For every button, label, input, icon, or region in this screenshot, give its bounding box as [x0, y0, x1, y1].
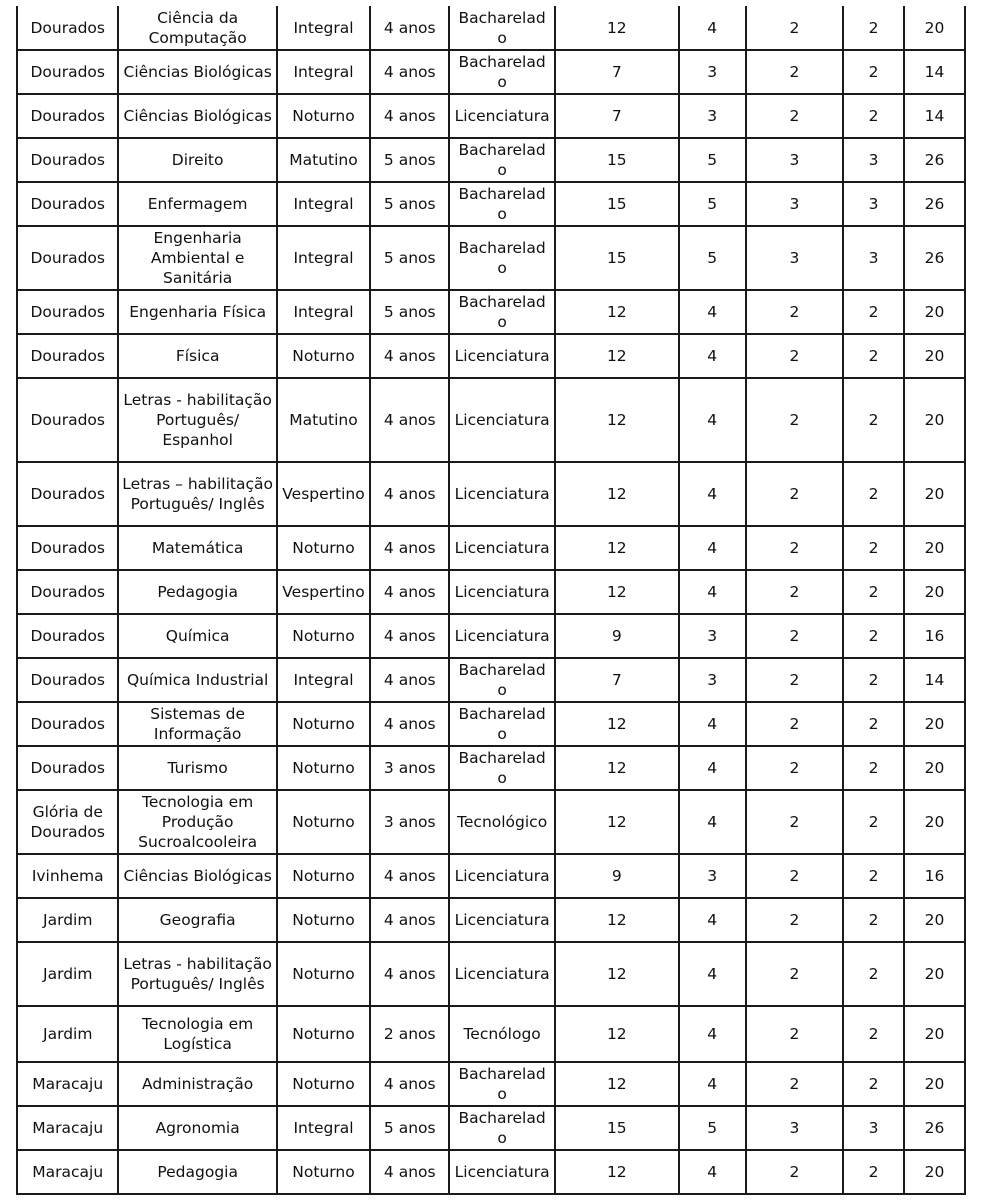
cell-degree: Licenciatura	[449, 1150, 555, 1194]
cell-col8: 2	[746, 614, 843, 658]
table-row	[17, 658, 965, 702]
cell-col7: 4	[679, 898, 746, 942]
cell-duration: 4 anos	[370, 526, 449, 570]
cell-col9: 2	[843, 50, 904, 94]
table-row	[17, 1006, 965, 1062]
cell-col6: 7	[555, 658, 679, 702]
table-row	[17, 526, 965, 570]
cell-course: Direito	[118, 138, 276, 182]
cell-col9: 2	[843, 790, 904, 854]
table-row	[17, 1106, 965, 1150]
cell-shift: Noturno	[277, 1006, 370, 1062]
cell-col9: 2	[843, 94, 904, 138]
cell-col9: 2	[843, 462, 904, 526]
cell-col6: 12	[555, 6, 679, 50]
cell-duration: 4 anos	[370, 94, 449, 138]
cell-course: Turismo	[118, 746, 276, 790]
table-row	[17, 1150, 965, 1194]
cell-degree: Bacharelad o	[449, 658, 555, 702]
cell-degree: Bacharelad o	[449, 50, 555, 94]
cell-duration: 4 anos	[370, 6, 449, 50]
cell-col8: 2	[746, 1062, 843, 1106]
cell-col8: 2	[746, 1006, 843, 1062]
cell-unit: Maracaju	[17, 1062, 118, 1106]
cell-col8: 2	[746, 6, 843, 50]
cell-shift: Vespertino	[277, 462, 370, 526]
cell-col9: 2	[843, 526, 904, 570]
cell-duration: 5 anos	[370, 226, 449, 290]
cell-degree: Bacharelad o	[449, 6, 555, 50]
cell-col9: 2	[843, 942, 904, 1006]
cell-course: Física	[118, 334, 276, 378]
cell-course: Sistemas de Informação	[118, 702, 276, 746]
cell-total: 20	[904, 898, 965, 942]
cell-duration: 4 anos	[370, 334, 449, 378]
cell-total: 14	[904, 94, 965, 138]
cell-degree: Bacharelad o	[449, 290, 555, 334]
cell-col7: 3	[679, 94, 746, 138]
cell-col6: 12	[555, 290, 679, 334]
cell-total: 20	[904, 526, 965, 570]
cell-total: 20	[904, 378, 965, 462]
cell-col7: 4	[679, 378, 746, 462]
cell-col7: 4	[679, 790, 746, 854]
cell-col6: 12	[555, 526, 679, 570]
table-row	[17, 1062, 965, 1106]
cell-col9: 2	[843, 702, 904, 746]
cell-degree: Licenciatura	[449, 378, 555, 462]
table-row	[17, 138, 965, 182]
cell-col7: 4	[679, 526, 746, 570]
cell-col6: 12	[555, 898, 679, 942]
cell-col8: 2	[746, 1150, 843, 1194]
cell-unit: Jardim	[17, 898, 118, 942]
cell-duration: 4 anos	[370, 50, 449, 94]
cell-course: Ciências Biológicas	[118, 854, 276, 898]
cell-degree: Licenciatura	[449, 898, 555, 942]
cell-total: 14	[904, 50, 965, 94]
cell-shift: Noturno	[277, 94, 370, 138]
table-row	[17, 462, 965, 526]
cell-degree: Licenciatura	[449, 334, 555, 378]
cell-unit: Dourados	[17, 138, 118, 182]
cell-unit: Dourados	[17, 50, 118, 94]
table-row	[17, 94, 965, 138]
cell-col8: 2	[746, 898, 843, 942]
cell-col9: 2	[843, 570, 904, 614]
cell-col7: 3	[679, 50, 746, 94]
cell-degree: Licenciatura	[449, 854, 555, 898]
table-row	[17, 854, 965, 898]
cell-col6: 7	[555, 94, 679, 138]
cell-degree: Licenciatura	[449, 94, 555, 138]
cell-col6: 15	[555, 138, 679, 182]
cell-shift: Noturno	[277, 1062, 370, 1106]
cell-unit: Dourados	[17, 702, 118, 746]
cell-degree: Licenciatura	[449, 462, 555, 526]
cell-duration: 5 anos	[370, 290, 449, 334]
cell-duration: 4 anos	[370, 898, 449, 942]
cell-unit: Glória de Dourados	[17, 790, 118, 854]
cell-degree: Bacharelad o	[449, 1062, 555, 1106]
cell-degree: Bacharelad o	[449, 702, 555, 746]
cell-col6: 15	[555, 182, 679, 226]
cell-duration: 5 anos	[370, 138, 449, 182]
cell-course: Pedagogia	[118, 570, 276, 614]
cell-course: Letras - habilitação Português/ Espanhol	[118, 378, 276, 462]
cell-col7: 4	[679, 6, 746, 50]
cell-course: Letras - habilitação Português/ Inglês	[118, 942, 276, 1006]
cell-col8: 2	[746, 526, 843, 570]
cell-col6: 12	[555, 1062, 679, 1106]
cell-col8: 2	[746, 378, 843, 462]
cell-duration: 4 anos	[370, 702, 449, 746]
cell-col7: 4	[679, 290, 746, 334]
cell-col8: 2	[746, 702, 843, 746]
cell-total: 20	[904, 746, 965, 790]
cell-total: 20	[904, 570, 965, 614]
cell-total: 16	[904, 614, 965, 658]
cell-total: 20	[904, 334, 965, 378]
cell-duration: 4 anos	[370, 854, 449, 898]
table-row	[17, 570, 965, 614]
cell-unit: Dourados	[17, 658, 118, 702]
cell-shift: Noturno	[277, 790, 370, 854]
table-row	[17, 614, 965, 658]
cell-col6: 12	[555, 702, 679, 746]
cell-duration: 3 anos	[370, 790, 449, 854]
cell-degree: Tecnólogo	[449, 1006, 555, 1062]
cell-shift: Noturno	[277, 526, 370, 570]
cell-total: 20	[904, 942, 965, 1006]
cell-shift: Noturno	[277, 746, 370, 790]
cell-col8: 2	[746, 658, 843, 702]
cell-unit: Maracaju	[17, 1150, 118, 1194]
cell-col7: 4	[679, 570, 746, 614]
cell-col7: 4	[679, 746, 746, 790]
table-row	[17, 898, 965, 942]
cell-col8: 3	[746, 182, 843, 226]
cell-col6: 12	[555, 334, 679, 378]
table-body	[17, 6, 965, 1194]
cell-shift: Noturno	[277, 898, 370, 942]
cell-unit: Dourados	[17, 526, 118, 570]
cell-shift: Noturno	[277, 702, 370, 746]
table-row	[17, 378, 965, 462]
cell-duration: 4 anos	[370, 462, 449, 526]
cell-col9: 2	[843, 334, 904, 378]
cell-total: 26	[904, 138, 965, 182]
cell-course: Química Industrial	[118, 658, 276, 702]
cell-total: 20	[904, 1150, 965, 1194]
cell-unit: Dourados	[17, 226, 118, 290]
cell-shift: Matutino	[277, 138, 370, 182]
cell-col6: 7	[555, 50, 679, 94]
table-row	[17, 226, 965, 290]
cell-total: 20	[904, 790, 965, 854]
cell-col8: 2	[746, 746, 843, 790]
cell-col8: 2	[746, 942, 843, 1006]
table-row	[17, 942, 965, 1006]
cell-total: 26	[904, 226, 965, 290]
cell-col7: 3	[679, 854, 746, 898]
cell-col6: 9	[555, 854, 679, 898]
cell-col6: 12	[555, 790, 679, 854]
cell-unit: Jardim	[17, 942, 118, 1006]
cell-unit: Dourados	[17, 182, 118, 226]
cell-shift: Integral	[277, 226, 370, 290]
table-row	[17, 334, 965, 378]
cell-col9: 2	[843, 1150, 904, 1194]
cell-course: Tecnologia em Produção Sucroalcooleira	[118, 790, 276, 854]
cell-col7: 3	[679, 614, 746, 658]
cell-col6: 12	[555, 1006, 679, 1062]
cell-course: Agronomia	[118, 1106, 276, 1150]
cell-course: Matemática	[118, 526, 276, 570]
cell-duration: 3 anos	[370, 746, 449, 790]
cell-col8: 2	[746, 570, 843, 614]
cell-degree: Bacharelad o	[449, 1106, 555, 1150]
cell-col9: 2	[843, 378, 904, 462]
cell-col8: 3	[746, 1106, 843, 1150]
cell-unit: Dourados	[17, 334, 118, 378]
cell-duration: 4 anos	[370, 1062, 449, 1106]
cell-shift: Noturno	[277, 854, 370, 898]
cell-course: Química	[118, 614, 276, 658]
cell-col7: 5	[679, 1106, 746, 1150]
cell-unit: Dourados	[17, 6, 118, 50]
cell-col8: 2	[746, 790, 843, 854]
cell-total: 26	[904, 182, 965, 226]
cell-col8: 2	[746, 334, 843, 378]
cell-total: 26	[904, 1106, 965, 1150]
cell-course: Administração	[118, 1062, 276, 1106]
cell-shift: Vespertino	[277, 570, 370, 614]
cell-degree: Bacharelad o	[449, 746, 555, 790]
cell-shift: Integral	[277, 50, 370, 94]
cell-course: Ciência da Computação	[118, 6, 276, 50]
cell-col9: 2	[843, 854, 904, 898]
cell-shift: Integral	[277, 182, 370, 226]
table-row	[17, 6, 965, 50]
cell-col9: 2	[843, 898, 904, 942]
cell-unit: Jardim	[17, 1006, 118, 1062]
cell-col7: 4	[679, 702, 746, 746]
cell-total: 16	[904, 854, 965, 898]
cell-course: Engenharia Física	[118, 290, 276, 334]
cell-course: Ciências Biológicas	[118, 94, 276, 138]
cell-unit: Dourados	[17, 462, 118, 526]
cell-duration: 4 anos	[370, 570, 449, 614]
cell-unit: Dourados	[17, 570, 118, 614]
cell-unit: Dourados	[17, 290, 118, 334]
cell-course: Pedagogia	[118, 1150, 276, 1194]
cell-col7: 4	[679, 1006, 746, 1062]
cell-col9: 2	[843, 290, 904, 334]
cell-unit: Dourados	[17, 614, 118, 658]
cell-col9: 3	[843, 1106, 904, 1150]
cell-col6: 12	[555, 942, 679, 1006]
cell-total: 20	[904, 1062, 965, 1106]
cell-total: 20	[904, 702, 965, 746]
cell-col9: 2	[843, 658, 904, 702]
cell-duration: 5 anos	[370, 1106, 449, 1150]
cell-shift: Integral	[277, 6, 370, 50]
cell-degree: Licenciatura	[449, 614, 555, 658]
cell-degree: Tecnológico	[449, 790, 555, 854]
cell-shift: Integral	[277, 1106, 370, 1150]
cell-col6: 12	[555, 1150, 679, 1194]
cell-col7: 3	[679, 658, 746, 702]
cell-duration: 4 anos	[370, 378, 449, 462]
cell-col7: 5	[679, 226, 746, 290]
cell-col9: 2	[843, 1062, 904, 1106]
cell-col6: 12	[555, 378, 679, 462]
cell-col8: 2	[746, 50, 843, 94]
cell-col9: 2	[843, 1006, 904, 1062]
cell-duration: 2 anos	[370, 1006, 449, 1062]
cell-shift: Integral	[277, 658, 370, 702]
cell-col9: 2	[843, 614, 904, 658]
cell-course: Tecnologia em Logística	[118, 1006, 276, 1062]
cell-col7: 5	[679, 138, 746, 182]
cell-col8: 3	[746, 226, 843, 290]
cell-duration: 4 anos	[370, 1150, 449, 1194]
cell-col6: 12	[555, 746, 679, 790]
cell-col8: 2	[746, 854, 843, 898]
cell-col9: 3	[843, 182, 904, 226]
cell-col7: 5	[679, 182, 746, 226]
table-row	[17, 746, 965, 790]
cell-unit: Dourados	[17, 94, 118, 138]
cell-total: 20	[904, 290, 965, 334]
cell-col6: 12	[555, 570, 679, 614]
cell-unit: Ivinhema	[17, 854, 118, 898]
cell-total: 20	[904, 1006, 965, 1062]
cell-col9: 2	[843, 746, 904, 790]
cell-col6: 15	[555, 1106, 679, 1150]
cell-col8: 3	[746, 138, 843, 182]
cell-duration: 5 anos	[370, 182, 449, 226]
cell-col8: 2	[746, 94, 843, 138]
cell-unit: Maracaju	[17, 1106, 118, 1150]
table-row	[17, 290, 965, 334]
cell-course: Geografia	[118, 898, 276, 942]
cell-degree: Bacharelad o	[449, 182, 555, 226]
cell-col8: 2	[746, 462, 843, 526]
cell-col9: 3	[843, 226, 904, 290]
cell-total: 14	[904, 658, 965, 702]
cell-course: Ciências Biológicas	[118, 50, 276, 94]
cell-unit: Dourados	[17, 746, 118, 790]
cell-course: Enfermagem	[118, 182, 276, 226]
cell-col6: 12	[555, 462, 679, 526]
cell-col8: 2	[746, 290, 843, 334]
cell-col6: 9	[555, 614, 679, 658]
cell-shift: Noturno	[277, 334, 370, 378]
cell-shift: Noturno	[277, 614, 370, 658]
cell-total: 20	[904, 6, 965, 50]
cell-degree: Licenciatura	[449, 942, 555, 1006]
cell-degree: Licenciatura	[449, 570, 555, 614]
cell-col7: 4	[679, 334, 746, 378]
cell-duration: 4 anos	[370, 942, 449, 1006]
cell-shift: Noturno	[277, 1150, 370, 1194]
cell-col9: 2	[843, 6, 904, 50]
cell-shift: Noturno	[277, 942, 370, 1006]
cell-col7: 4	[679, 1062, 746, 1106]
table-row	[17, 702, 965, 746]
cell-degree: Licenciatura	[449, 526, 555, 570]
cell-degree: Bacharelad o	[449, 226, 555, 290]
table-row	[17, 50, 965, 94]
cell-col7: 4	[679, 942, 746, 1006]
cell-col7: 4	[679, 462, 746, 526]
courses-table	[16, 6, 966, 1195]
cell-duration: 4 anos	[370, 658, 449, 702]
cell-duration: 4 anos	[370, 614, 449, 658]
table-row	[17, 182, 965, 226]
cell-unit: Dourados	[17, 378, 118, 462]
cell-col9: 3	[843, 138, 904, 182]
cell-col6: 15	[555, 226, 679, 290]
cell-shift: Matutino	[277, 378, 370, 462]
table-row	[17, 790, 965, 854]
cell-course: Letras – habilitação Português/ Inglês	[118, 462, 276, 526]
cell-course: Engenharia Ambiental e Sanitária	[118, 226, 276, 290]
cell-total: 20	[904, 462, 965, 526]
cell-degree: Bacharelad o	[449, 138, 555, 182]
cell-shift: Integral	[277, 290, 370, 334]
cell-col7: 4	[679, 1150, 746, 1194]
